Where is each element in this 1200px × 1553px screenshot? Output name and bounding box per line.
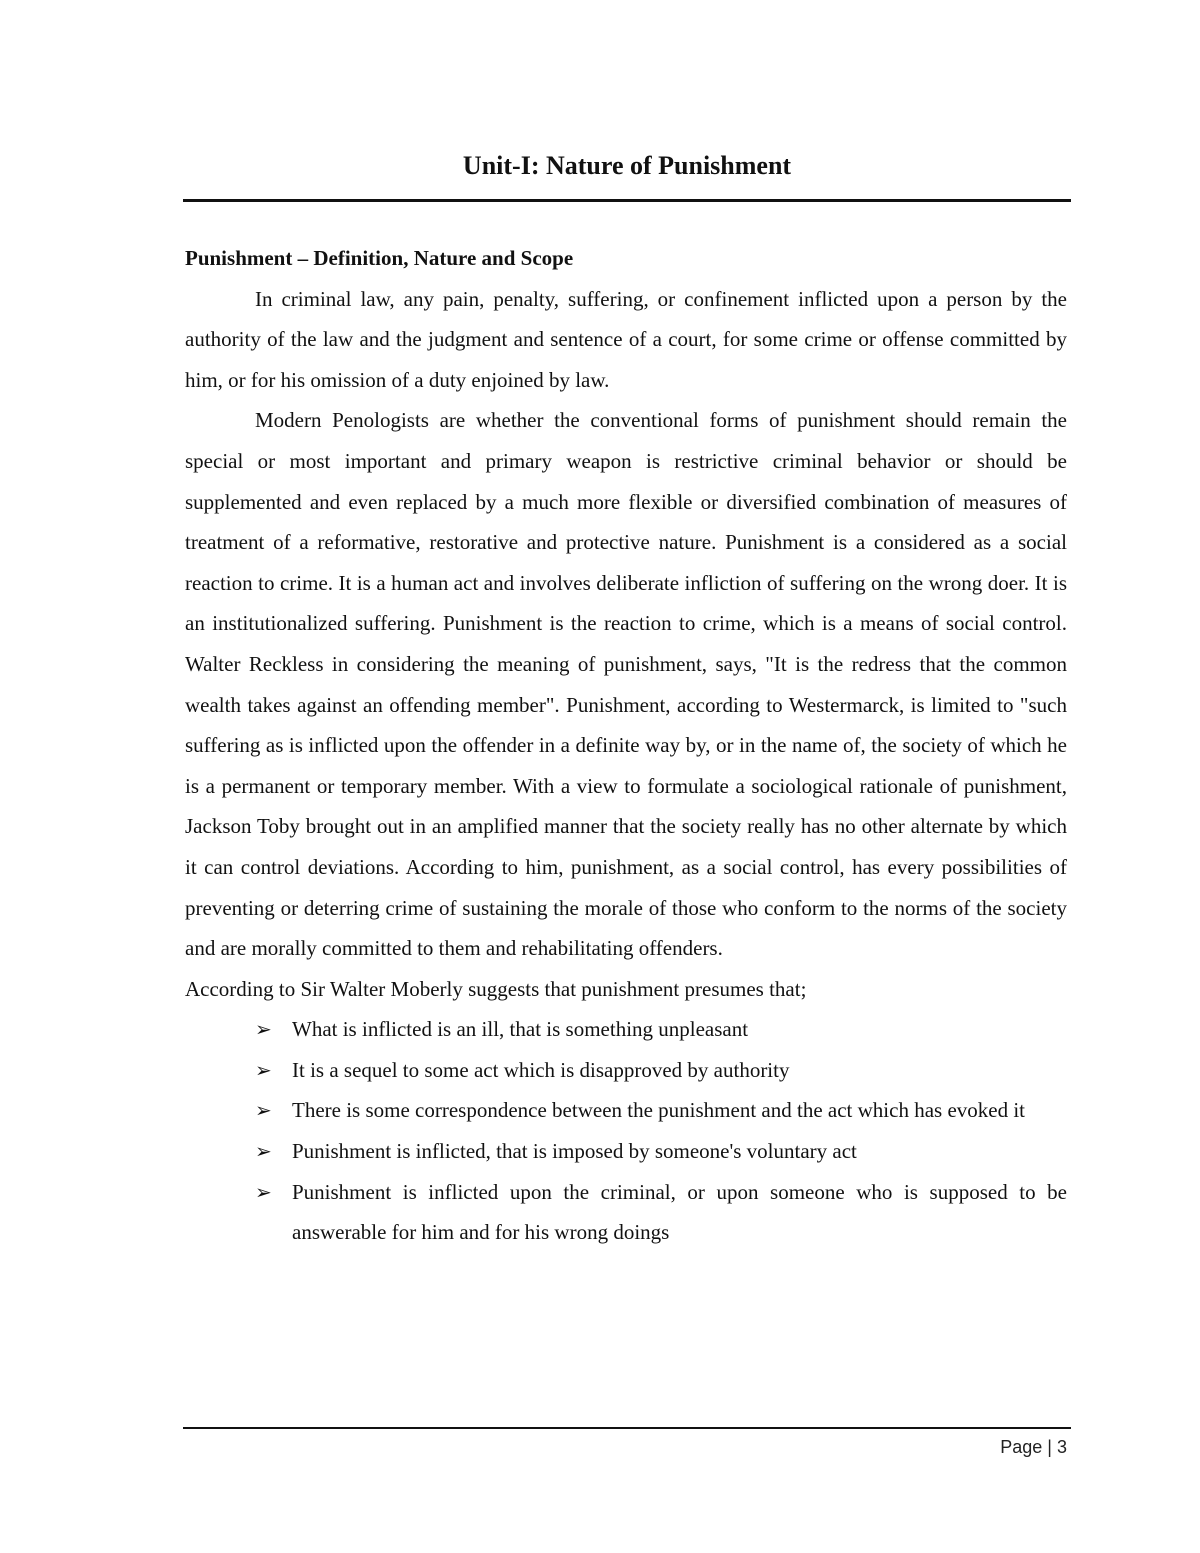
arrowhead-bullet-icon: ➢ <box>255 1179 272 1204</box>
list-item <box>255 1090 1067 1131</box>
list-item <box>255 1131 1067 1172</box>
arrowhead-bullet-icon: ➢ <box>255 1017 272 1042</box>
body-paragraph: In criminal law, any pain, penalty, suffering, or confinement inflicted upon a person by the authority of the law and the judgment and sentence of a court, for some crime or offense committed by him, or for his omission of a duty enjoined by law. <box>185 286 1067 392</box>
arrowhead-bullet-icon: ➢ <box>255 1098 272 1123</box>
list-item-text: Punishment is inflicted, that is imposed by someone's voluntary act <box>292 1139 857 1164</box>
list-item <box>255 1172 1067 1253</box>
list-item <box>255 1009 1067 1050</box>
page-title: Unit-I: Nature of Punishment <box>462 151 792 180</box>
list-item-text: It is a sequel to some act which is disapproved by authority <box>292 1057 790 1082</box>
arrowhead-bullet-icon: ➢ <box>255 1139 272 1164</box>
section-heading: Punishment – Definition, Nature and Scope <box>185 246 574 270</box>
header-rule <box>183 199 1071 202</box>
footer-rule <box>183 1427 1071 1429</box>
list-lead-in: According to Sir Walter Moberly suggests that punishment presumes that; <box>185 976 807 1001</box>
list-item-text: Punishment is inflicted upon the criminal, or upon someone who is supposed to be answerable for him and for his wrong doings <box>292 1179 1067 1245</box>
page-content <box>185 238 1067 1253</box>
presumptions-list <box>185 1009 1067 1253</box>
list-item-text: What is inflicted is an ill, that is something unpleasant <box>292 1017 749 1042</box>
arrowhead-bullet-icon: ➢ <box>255 1057 272 1082</box>
body-paragraph: Modern Penologists are whether the conventional forms of punishment should remain the special or most important and primary weapon is restrictive criminal behavior or should be supplemented and even replaced by a much more flexible or diversified combination of measures of treatment of a reformative, restorative and protective nature. Punishment is a considered as a social reaction to crime. It is a human act and involves deliberate infliction of suffering on the wrong doer. It is an institutionalized suffering. Punishment is the reaction to crime, which is a means of social control. Walter Reckless in considering the meaning of punishment, says, "It is the redress that the common wealth takes against an offending member". Punishment, according to Westermarck, is limited to "such suffering as is inflicted upon the offender in a definite way by, or in the name of, the society of which he is a permanent or temporary member. With a view to formulate a sociological rationale of punishment, Jackson Toby brought out in an amplified manner that the society really has no other alternate by which it can control deviations. According to him, punishment, as a social control, has every possibilities of preventing or deterring crime of sustaining the morale of those who conform to the norms of the society and are morally committed to them and rehabilitating offenders. <box>185 408 1067 961</box>
list-item-text: There is some correspondence between the punishment and the act which has evoked it <box>292 1098 1026 1123</box>
list-item <box>255 1050 1067 1091</box>
page-number: Page | 3 <box>1000 1437 1067 1457</box>
